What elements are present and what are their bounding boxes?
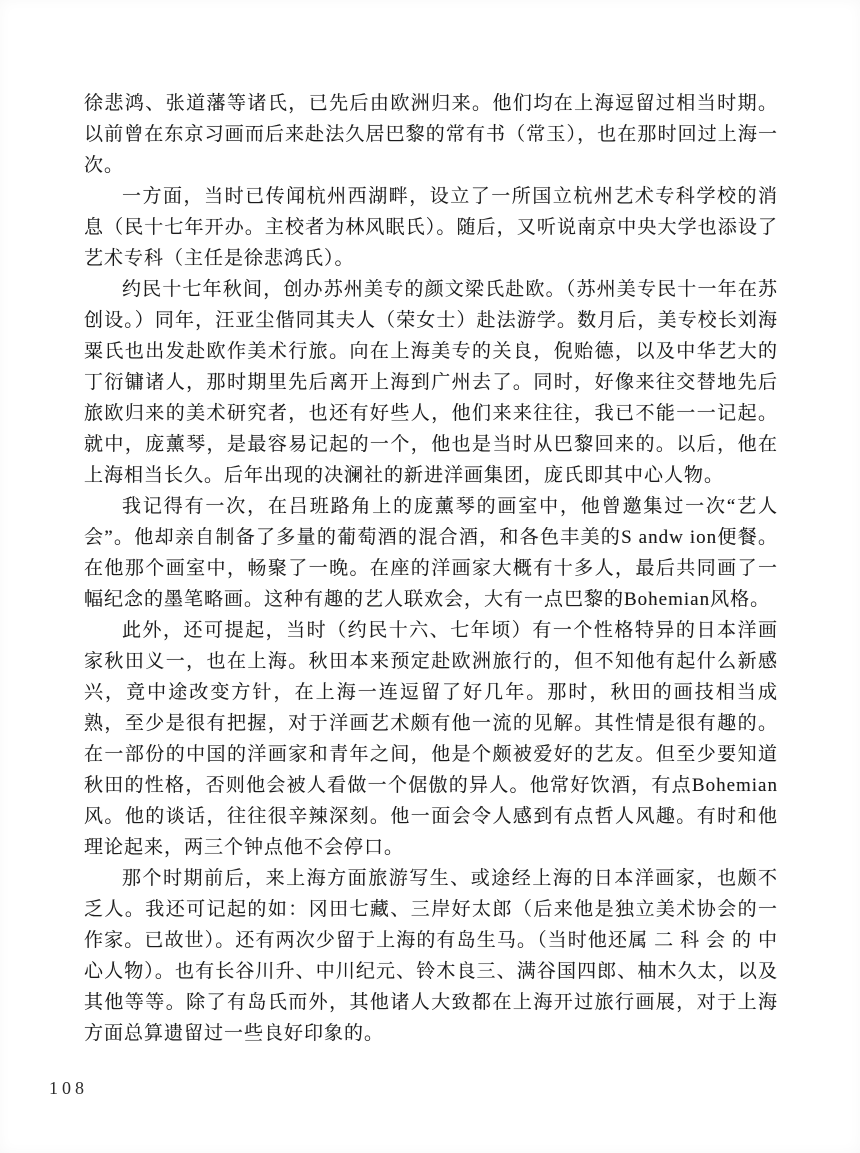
paragraph: 此外，还可提起，当时（约民十六、七年顷）有一个性格特异的日本洋画家秋田义一，也在上海。秋田本来预定赴欧洲旅行的，但不知他有起什么新感兴，竟中途改变方针，在上海一连逗留了好几年。那时，秋田的画技相当成熟，至少是很有把握，对于洋画艺术颇有他一流的见解。其性情是很有趣的。在一部份的中国的洋画家和青年之间，他是个颇被爱好的艺友。但至少要知道秋田的性格，否则他会被人看做一个倨傲的异人。他常好饮酒，有点Bohemian风。他的谈话，往往很辛辣深刻。他一面会令人感到有点哲人风趣。有时和他理论起来，两三个钟点他不会停口。: [84, 620, 778, 858]
paragraph-continuation: 徐悲鸿、张道藩等诸氏，已先后由欧洲归来。他们均在上海逗留过相当时期。以前曾在东京习画而后来赴法久居巴黎的常有书（常玉），也在那时回过上海一次。: [84, 93, 778, 176]
paragraph: 约民十七年秋间，创办苏州美专的颜文梁氏赴欧。（苏州美专民十一年在苏创设。）同年，汪亚尘偕同其夫人（荣女士）赴法游学。数月后，美专校长刘海粟氏也出发赴欧作美术行旅。向在上海美专的关良，倪贻德，以及中华艺大的丁衍镛诸人，那时期里先后离开上海到广州去了。同时，好像来往交替地先后旅欧归来的美术研究者，也还有好些人，他们来来往往，我已不能一一记起。就中，庞薰琴，是最容易记起的一个，他也是当时从巴黎回来的。以后，他在上海相当长久。后年出现的决澜社的新进洋画集团，庞氏即其中心人物。: [84, 279, 778, 486]
body-text: [84, 88, 778, 1049]
paragraph: 我记得有一次，在吕班路角上的庞薰琴的画室中，他曾邀集过一次“艺人会”。他却亲自制备了多量的葡萄酒的混合酒，和各色丰美的S andw ion便餐。在他那个画室中，畅聚了一晚。在座的洋画家大概有十多人，最后共同画了一幅纪念的墨笔略画。这种有趣的艺人联欢会，大有一点巴黎的Bohemian风格。: [84, 496, 778, 610]
paragraph: 那个时期前后，来上海方面旅游写生、或途经上海的日本洋画家，也颇不乏人。我还可记起的如：冈田七藏、三岸好太郎（后来他是独立美术协会的一作家。已故世）。还有两次少留于上海的有岛生马。（当时他还属 二 科 会 的 中心人物）。也有长谷川升、中川纪元、铃木良三、满谷国四郎、柚木久太，以及其他等等。除了有岛氏而外，其他诸人大致都在上海开过旅行画展，对于上海方面总算遗留过一些良好印象的。: [84, 868, 778, 1044]
page-number: 108: [49, 1078, 88, 1098]
paragraph: 一方面，当时已传闻杭州西湖畔，设立了一所国立杭州艺术专科学校的消息（民十七年开办。主校者为林风眠氏）。随后，又听说南京中央大学也添设了艺术专科（主任是徐悲鸿氏）。: [84, 186, 778, 269]
